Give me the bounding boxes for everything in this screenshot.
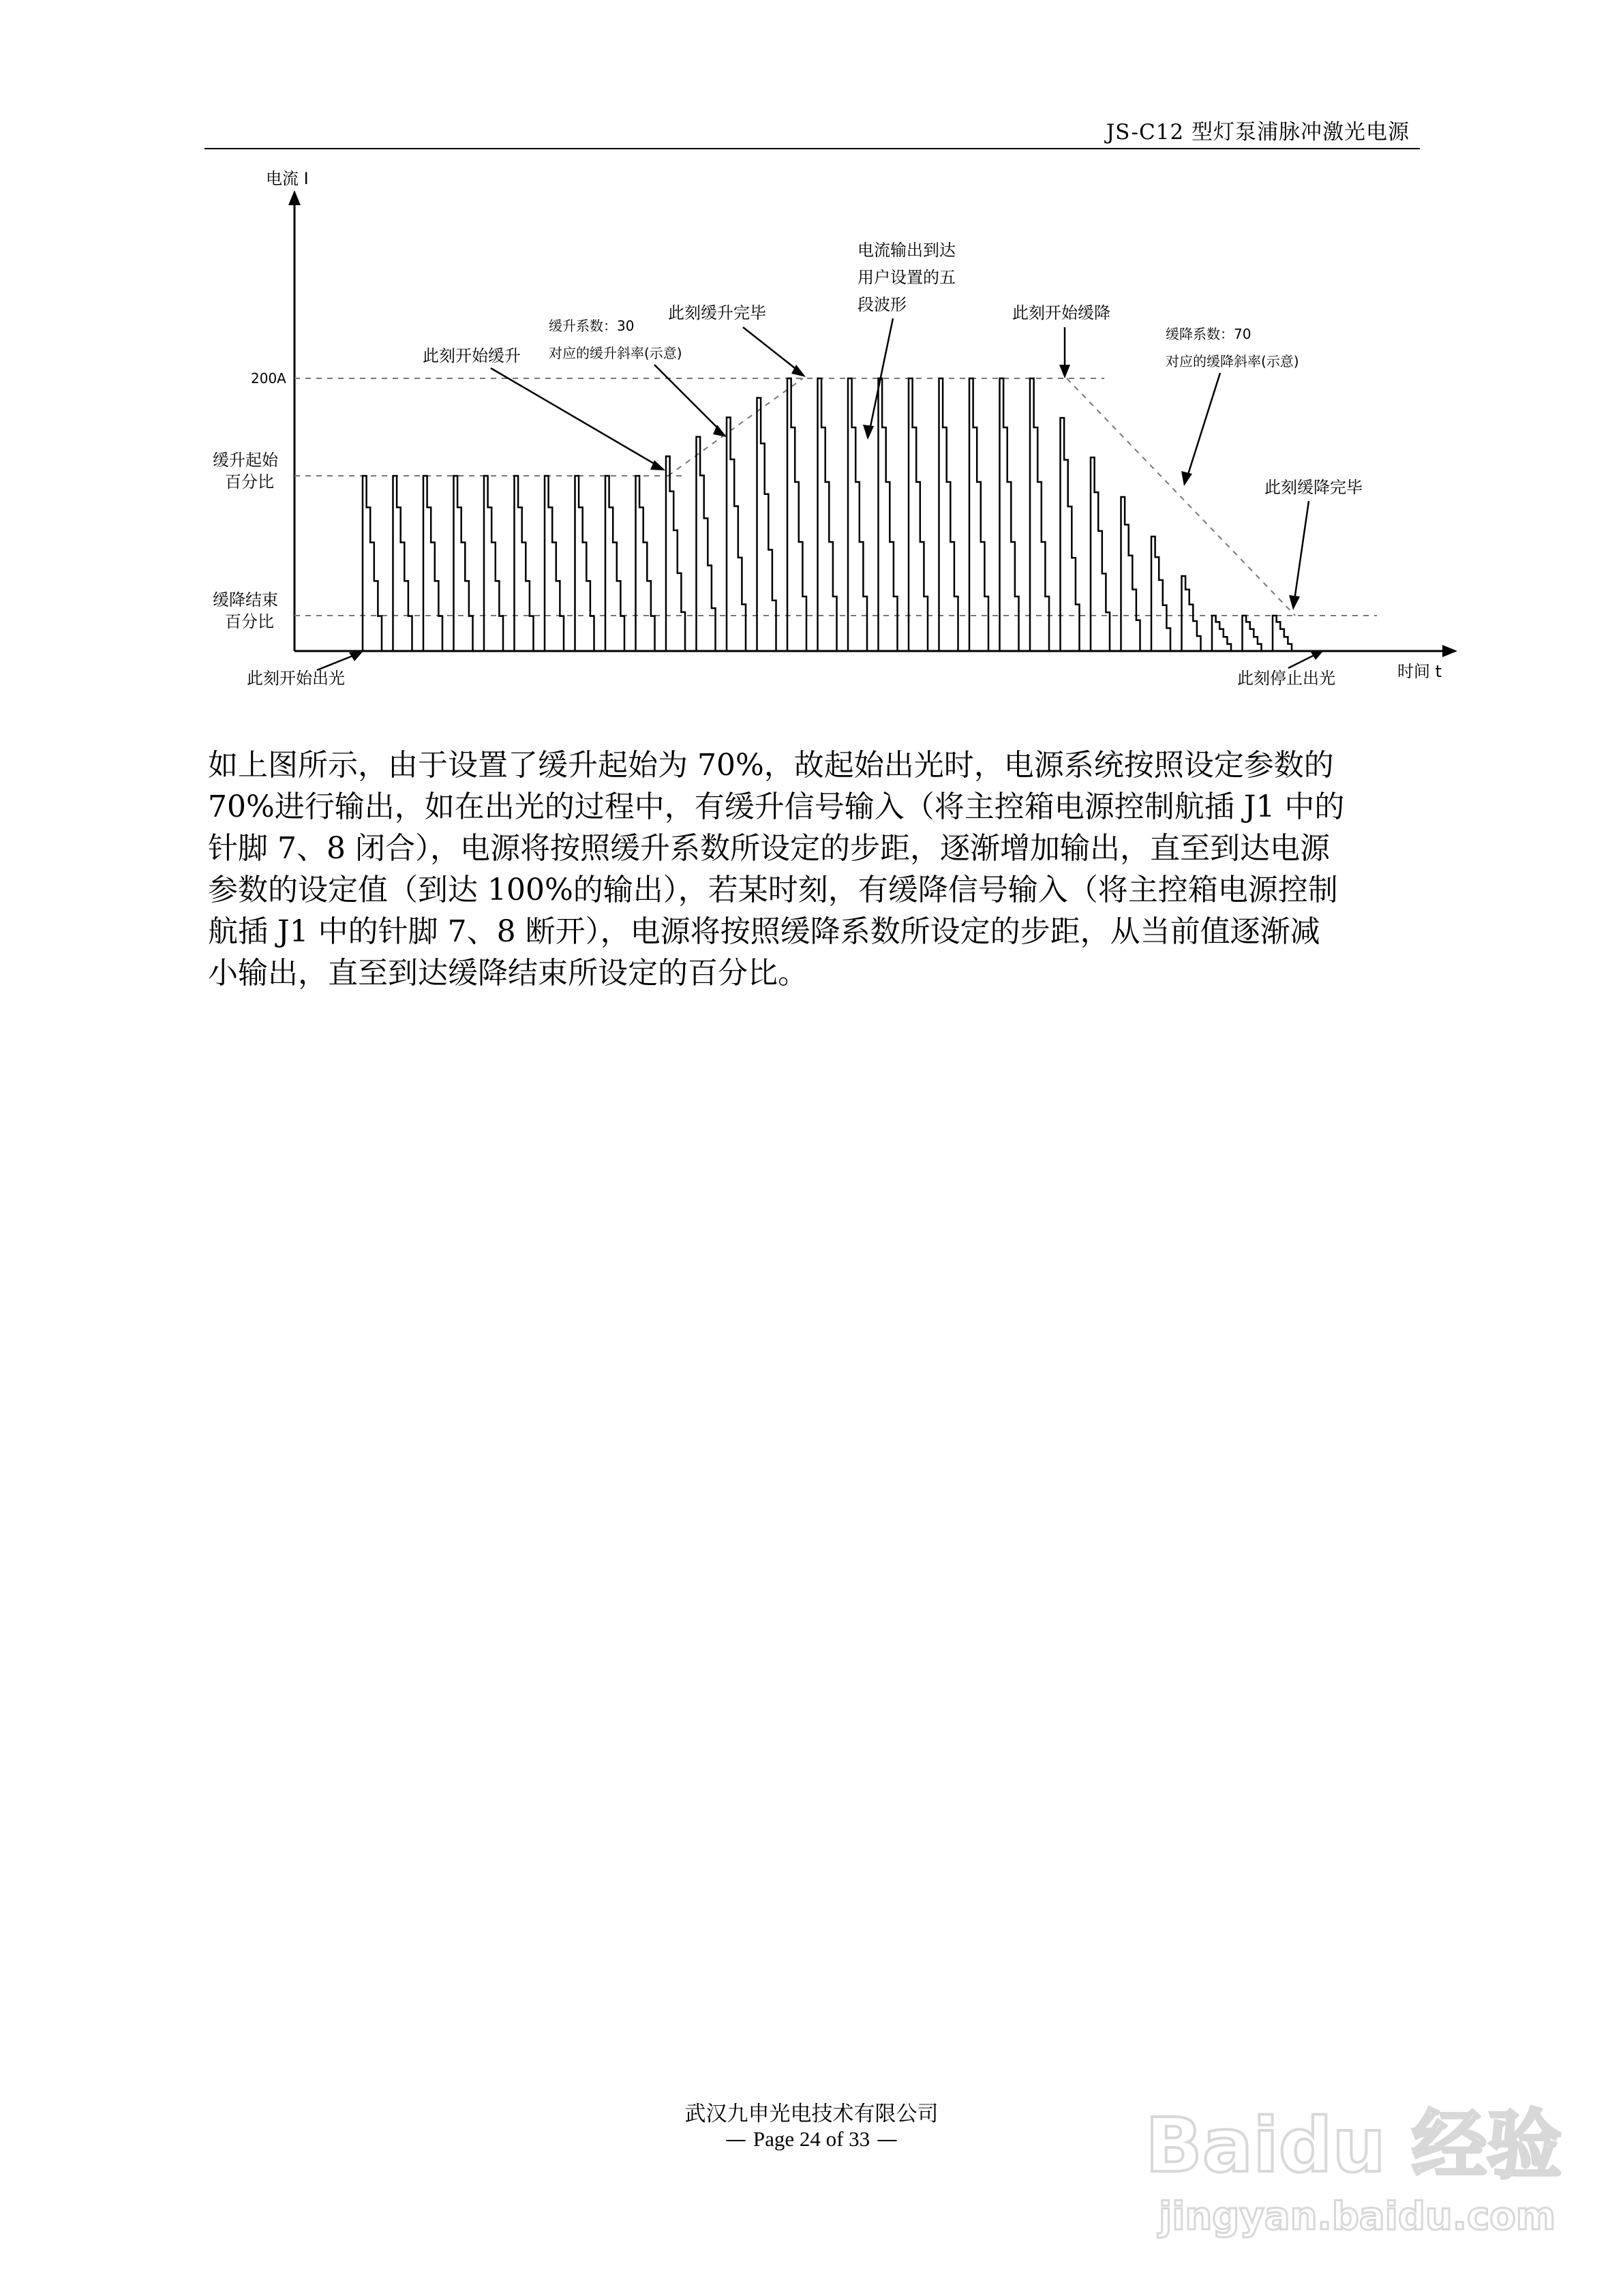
- x-axis-label: 时间 t: [1397, 662, 1442, 681]
- body-line-6: 小输出，直至到达缓降结束所设定的百分比。: [208, 956, 808, 991]
- ann-reach-arrow: [869, 318, 893, 433]
- ann-ramp-up-done: 此刻缓升完毕: [668, 303, 766, 322]
- header-title: JS-C12 型灯泵浦脉冲激光电源: [1106, 120, 1410, 145]
- body-line-5: 航插 J1 中的针脚 7、8 断开），电源将按照缓降系数所设定的步距，从当前值逐渐减: [208, 914, 1320, 949]
- ann-ramp-up-slope: 对应的缓升斜率(示意): [549, 345, 682, 361]
- end-pct-label-2: 百分比: [225, 612, 274, 631]
- y-axis-arrow: [288, 190, 301, 205]
- ann-ramp-up-coeff: 缓升系数：30: [549, 318, 635, 334]
- ann-ramp-down-done: 此刻缓降完毕: [1264, 478, 1363, 497]
- footer-page-number: Page 24 of 33: [753, 2127, 870, 2151]
- ann-ramp-down-done-arrow: [1294, 501, 1309, 605]
- ann-ramp-down-slope: 对应的缓降斜率(示意): [1166, 353, 1299, 369]
- end-pct-label-1: 缓降结束: [213, 590, 278, 609]
- baidu-watermark: [1132, 2083, 1568, 2246]
- ramp-up-slope-line: [668, 378, 803, 476]
- footer-company: 武汉九申光电技术有限公司: [684, 2102, 939, 2126]
- watermark-brand: Baidu 经验: [1145, 2102, 1562, 2189]
- y-axis-label: 电流 I: [266, 169, 309, 188]
- start-pct-label-1: 缓升起始: [213, 451, 278, 470]
- waveform-diagram: [204, 160, 1472, 726]
- level-200a-label: 200A: [251, 370, 286, 387]
- ann-start-output: 此刻开始出光: [247, 669, 345, 688]
- body-paragraph: [208, 744, 1421, 994]
- ann-ramp-up-slope-arrow: [654, 365, 723, 433]
- watermark-url: jingyan.baidu.com: [1159, 2194, 1556, 2239]
- ann-ramp-down-coeff: 缓降系数：70: [1166, 326, 1252, 342]
- ann-reach-line-3: 段波形: [858, 295, 907, 314]
- ann-ramp-up-start: 此刻开始缓升: [423, 346, 521, 365]
- ann-ramp-up-start-arrow: [491, 368, 660, 467]
- ann-reach-line-2: 用户设置的五: [858, 268, 956, 287]
- header-rule: [204, 148, 1420, 149]
- body-line-1: 如上图所示，由于设置了缓升起始为 70%，故起始出光时，电源系统按照设定参数的: [208, 748, 1334, 783]
- waveform-figure: [204, 160, 1472, 726]
- ann-ramp-down-start: 此刻开始缓降: [1012, 303, 1110, 322]
- footer-dash-left: —: [725, 2127, 746, 2151]
- ann-ramp-down-slope-arrow: [1186, 373, 1220, 481]
- body-line-3: 针脚 7、8 闭合），电源将按照缓升系数所设定的步距，逐渐增加输出，直至到达电源: [208, 831, 1330, 866]
- footer-dash-right: —: [877, 2127, 898, 2151]
- body-line-4: 参数的设定值（到达 100%的输出），若某时刻，有缓降信号输入（将主控箱电源控制: [208, 873, 1338, 907]
- pulse-waveform: [294, 378, 1303, 651]
- ann-reach-line-1: 电流输出到达: [858, 241, 956, 260]
- start-pct-label-2: 百分比: [225, 472, 274, 492]
- body-line-2: 70%进行输出，如在出光的过程中，有缓升信号输入（将主控箱电源控制航插 J1 中的: [208, 789, 1345, 824]
- ann-ramp-up-done-arrow: [743, 327, 801, 373]
- ann-stop-output: 此刻停止出光: [1237, 669, 1335, 688]
- x-axis-arrow: [1442, 645, 1457, 657]
